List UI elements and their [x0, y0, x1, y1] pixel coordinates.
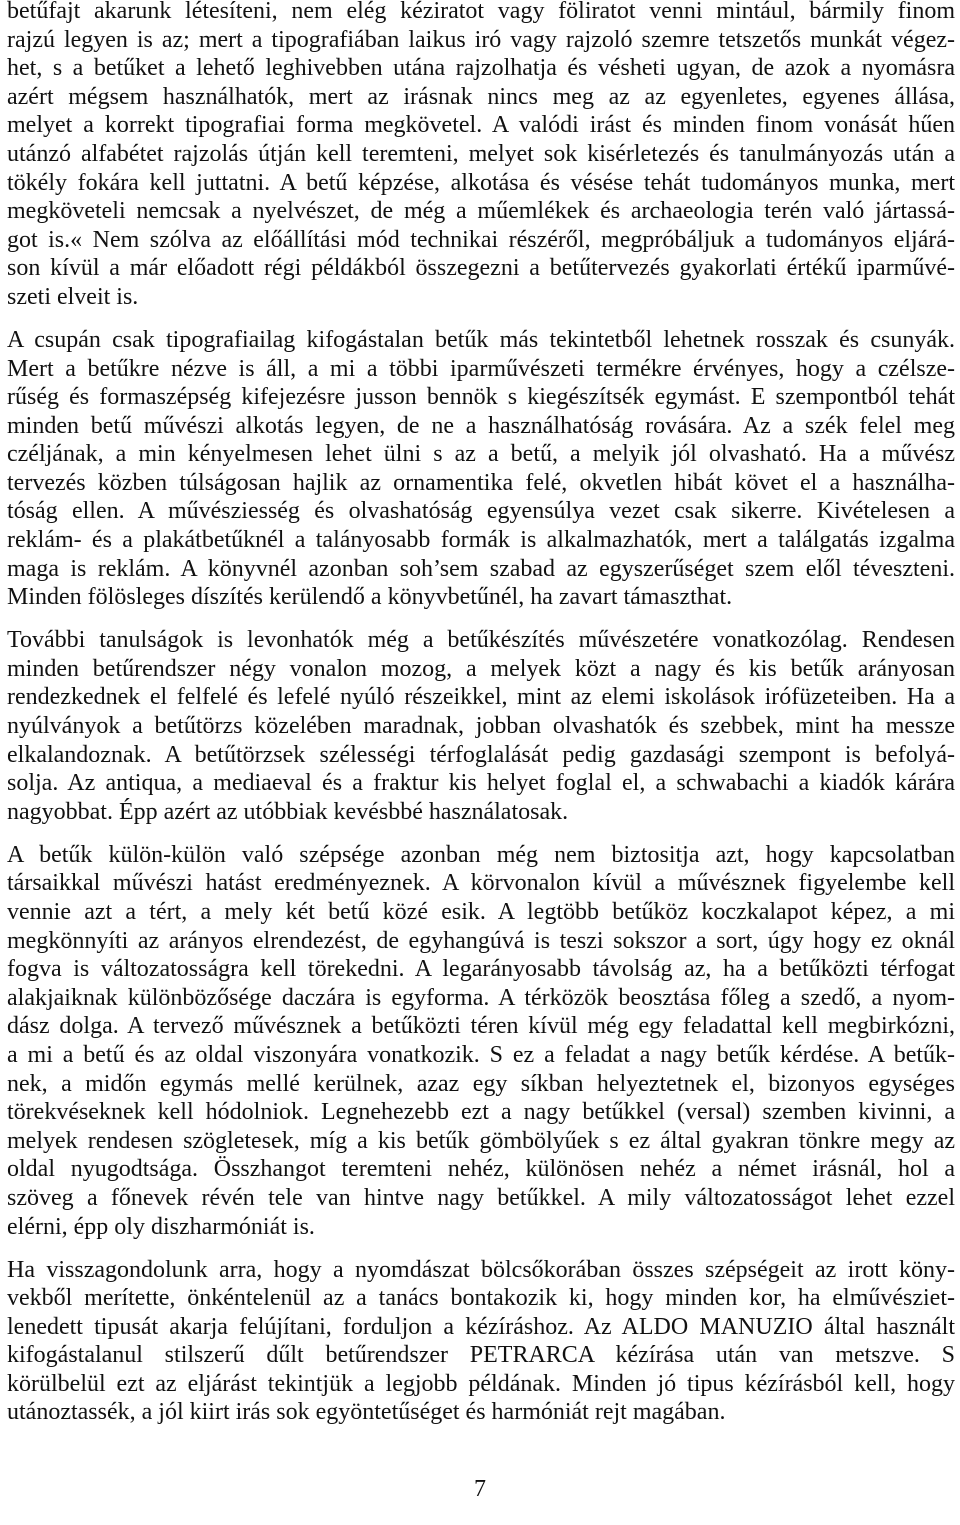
text-line: További tanulságok is levonhatók még a betűkészítés művészetére vonatkozólag. Rendesen: [7, 627, 955, 654]
body-text: [7, 0, 955, 1441]
text-line: tervezés közben túlságosan hajlik az ornamentika felé, okvetlen hibát követ el a használha-: [7, 469, 955, 496]
text-line: társaikkal művészi hatást eredményeznek. A körvonalon kívül a művésznek figyelembe kell: [7, 870, 955, 897]
text-line: nyúlványok a betűtörzs közelében maradnak, jobban olvashatók és szebbek, mint ha messze: [7, 713, 955, 740]
text-line: lenedett tipusát akarja felújítani, forduljon a kézíráshoz. Az ALDO MANUZIO által használt: [7, 1313, 955, 1340]
paragraph: [7, 1256, 955, 1428]
paragraph: [7, 626, 955, 826]
text-line: oldal nyugodtsága. Összhangot teremteni nehéz, különösen nehéz a német irásnál, hol a: [7, 1156, 955, 1183]
text-line: kifogástalanul stilszerű dűlt betűrendszer PETRARCA kézírása után van metszve. S: [7, 1342, 955, 1369]
paragraph: [7, 326, 955, 612]
text-line: Minden fölösleges díszítés kerülendő a könyvbetűnél, ha zavart támaszthat.: [7, 584, 733, 611]
text-line: A csupán csak tipografiailag kifogástalan betűk más tekintetből lehetnek rosszak és csunyák.: [7, 326, 955, 353]
text-line: melyek rendesen szögletesek, míg a kis betűk gömbölyűek s ez által gyakran tönkre megy az: [7, 1127, 955, 1154]
text-line: czéljának, a min kényelmesen lehet ülni s az a betű, a melyik jól olvasható. Ha a művész: [7, 441, 955, 468]
text-line: szöveg a főnevek révén tele van hintve nagy betűkkel. A mily változatosságot lehet ezzel: [7, 1184, 955, 1211]
text-line: tökély fokára kell juttatni. A betű képzése, alkotása és vésése tehát tudományos munka, mert: [7, 169, 955, 196]
text-line: minden betűrendszer négy vonalon mozog, a melyek közt a nagy és kis betűk arányosan: [7, 655, 955, 682]
text-line: maga is reklám. A könyvnél azonban soh’sem szabad az egyszerűséget szem elől téveszteni.: [7, 555, 955, 582]
text-line: vekből merítette, önkéntelenül az a tanács bontakozik ki, hogy minden kor, ha elművésziet-: [7, 1285, 955, 1312]
text-line: betűfajt akarunk létesíteni, nem elég kéziratot vagy föliratot venni mintául, bármily finom: [7, 0, 955, 24]
text-line: vennie azt a tért, a mely két betű közé esik. A legtöbb betűköz koczkalapot képez, a mi: [7, 898, 955, 925]
page-number: 7: [474, 1476, 486, 1502]
text-line: alakjaiknak különbözősége daczára is egyforma. A térközök beosztása főleg a szedő, a nyom-: [7, 984, 955, 1011]
paragraph: [7, 0, 955, 312]
text-line: reklám- és a plakátbetűknél a talányosabb formák is alkalmazhatók, mert a találgatás izgalma: [7, 527, 955, 554]
text-line: het, s a betűket a lehető leghivebben utána rajzolhatja és vésheti ugyan, de azok a nyomásra: [7, 55, 955, 82]
text-line: megköveteli nemcsak a nyelvészet, de még a műemlékek és archaeologia terén való jártassá-: [7, 198, 955, 225]
text-line: fogva is változatosságra kell törekedni. A legarányosabb távolság az, ha a betűközti térfogat: [7, 956, 955, 983]
text-line: a mi a betű és az oldal viszonyára vonatkozik. S ez a feladat a nagy betűk kérdése. A betűk-: [7, 1041, 955, 1068]
text-line: tóság ellen. A művésziesség és olvashatóság egyensúlya vezet csak sikerre. Kivételesen a: [7, 498, 955, 525]
text-line: got is.« Nem szólva az előállítási mód technikai részéről, megpróbáljuk a tudományos eljárá-: [7, 226, 955, 253]
text-line: nagyobbat. Épp azért az utóbbiak kevésbbé használatosak.: [7, 798, 569, 825]
text-line: solja. Az antiqua, a mediaeval és a fraktur kis helyet foglal el, a schwabachi a kiadók kárára: [7, 770, 955, 797]
text-line: elérni, épp oly diszharmóniát is.: [7, 1213, 315, 1240]
text-line: utánzó alfabétet rajzolás útján kell teremteni, melyet sok kisérletezés és tanulmányozás után a: [7, 140, 955, 167]
text-line: Mert a betűkre nézve is áll, a mi a többi iparművészeti termékre érvényes, hogy a czélsze-: [7, 355, 955, 382]
text-line: elkalandoznak. A betűtörzsek szélességi térfoglalását pedig gazdasági szempont is befolyá-: [7, 741, 955, 768]
text-line: dász dolga. A tervező művésznek a betűközti téren kívül még egy feladattal kell megbirkózni,: [7, 1013, 955, 1040]
text-line: rendezkednek el felfelé és lefelé nyúló részeikkel, mint az elemi iskolások irófüzeteiben. Ha a: [7, 684, 955, 711]
text-line: melyet a korrekt tipografiai forma megkövetel. A valódi irást és minden finom vonását hűen: [7, 112, 955, 139]
text-line: szeti elveit is.: [7, 283, 139, 310]
text-line: rajzú legyen is az; mert a tipografiában laikus iró vagy rajzoló szemre tetszetős munkát végez-: [7, 26, 955, 53]
text-line: minden betű művészi alkotás legyen, de ne a használhatóság rovására. Az a szék felel meg: [7, 412, 955, 439]
paragraph: [7, 841, 955, 1241]
text-line: törekvéseknek kell hódolniok. Legnehezebb ezt a nagy betűkkel (versal) szemben kivinni, a: [7, 1099, 955, 1126]
text-line: megkönnyíti az arányos elrendezést, de egyhangúvá is teszi sokszor a sort, úgy hogy ez oknál: [7, 927, 955, 954]
text-line: körülbelül ezt az eljárást tekintjük a legjobb példának. Minden jó tipus kézírásból kell, hogy: [7, 1370, 955, 1397]
text-line: Ha visszagondolunk arra, hogy a nyomdászat bölcsőkorában összes szépségeit az irott köny-: [7, 1256, 955, 1283]
text-line: son kívül a már előadott régi példákból összegezni a betűtervezés gyakorlati értékű iparművé-: [7, 255, 955, 282]
text-line: azért mégsem használhatók, mert az irásnak nincs meg az az egyenletes, egyenes állása,: [7, 83, 955, 110]
text-line: A betűk külön-külön való szépsége azonban még nem biztositja azt, hogy kapcsolatban: [7, 841, 955, 868]
text-line: rűség és formaszépség kifejezésre jusson bennök s kiegészítsék egymást. E szempontból tehát: [7, 384, 955, 411]
text-line: utánoztassék, a jól kiirt irás sok egyöntetűséget és harmóniát rejt magában.: [7, 1399, 726, 1426]
text-line: nek, a midőn egymás mellé kerülnek, azaz egy síkban helyeztetnek el, bizonyos egységes: [7, 1070, 955, 1097]
